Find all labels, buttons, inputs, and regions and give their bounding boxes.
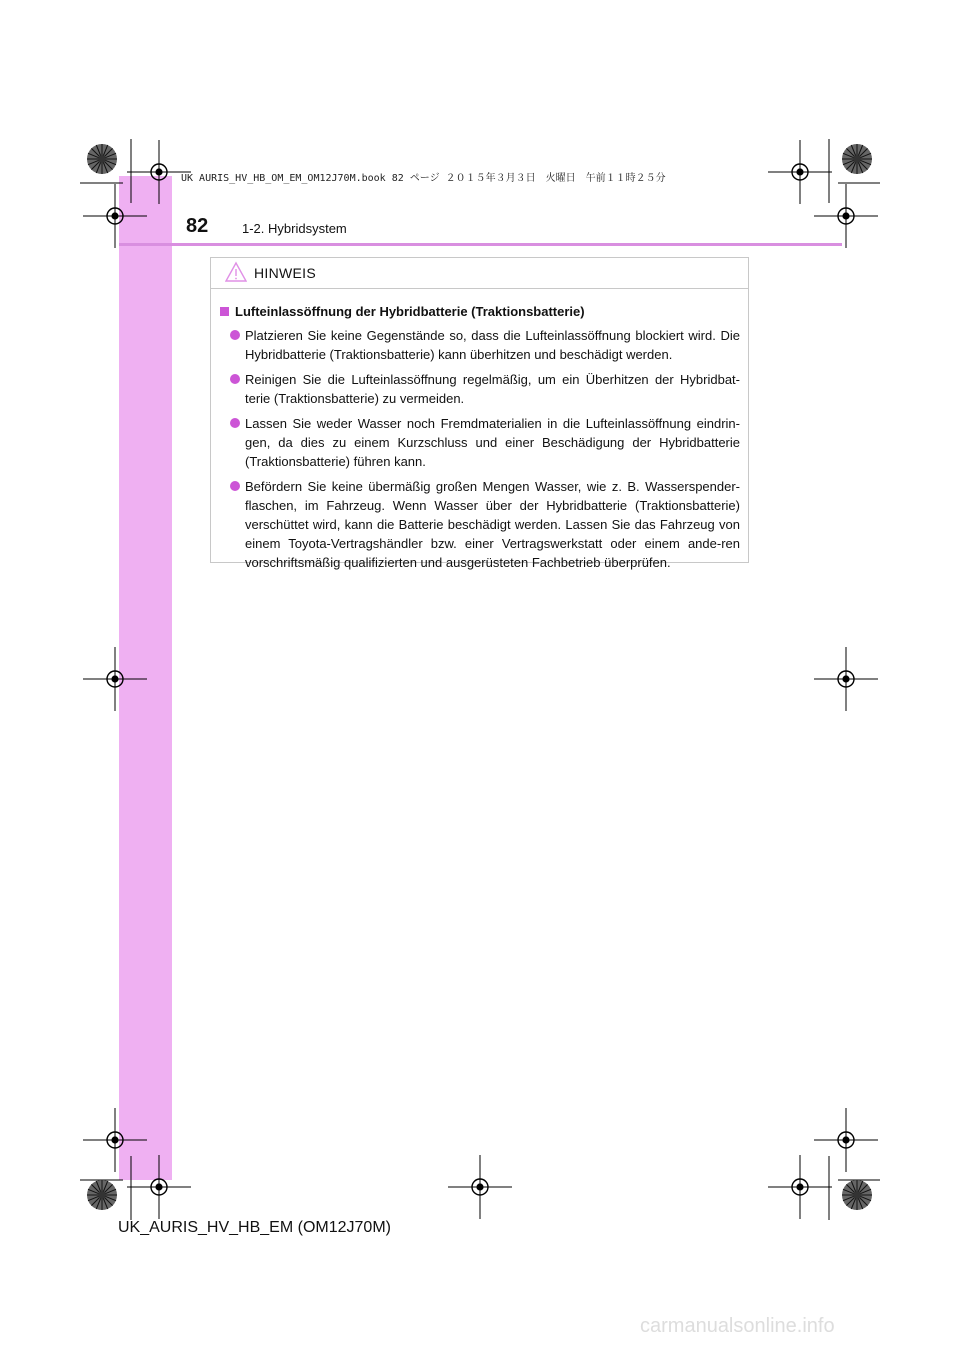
list-item	[220, 326, 740, 364]
list-item-text: Platzieren Sie keine Gegenstände so, dass die Lufteinlassöffnung blockiert wird. Die Hybridbatterie (Traktionsbatterie) kann überhitzen und beschädigt werden.	[245, 328, 740, 362]
warning-triangle-icon	[225, 261, 247, 283]
notice-heading	[220, 302, 740, 321]
notice-header	[211, 258, 748, 289]
list-item	[220, 414, 740, 471]
notice-body	[211, 289, 748, 572]
section-title: 1-2. Hybridsystem	[242, 221, 347, 236]
notice-label: HINWEIS	[254, 265, 316, 281]
notice-heading-text: Lufteinlassöffnung der Hybridbatterie (Traktionsbatterie)	[235, 304, 585, 319]
notice-box	[210, 257, 749, 570]
book-info-line: UK AURIS_HV_HB_OM_EM_OM12J70M.book 82 ページ ２０１５年３月３日 火曜日 午前１１時２５分	[181, 173, 666, 184]
round-bullet-icon	[230, 418, 240, 428]
list-item-text: Befördern Sie keine übermäßig großen Mengen Wasser, wie z. B. Wasserspender-flaschen, im Fahrzeug. Wenn Wasser über der Hybridbatterie (Traktionsbatterie) verschüttet wird, kann die Batterie beschädigt werden. Lassen Sie das Fahrzeug von einem Toyota-Vertragshändler bzw. einer Vertragswerkstatt oder einem ande-ren vorschriftsmäßig qualifizierten und ausgerüsteten Fachbetrieb überprüfen.	[245, 479, 740, 570]
list-item-text: Lassen Sie weder Wasser noch Fremdmaterialien in die Lufteinlassöffnung eindrin-gen, da dies zu einem Kurzschluss und einer Beschädigung der Hybridbatterie (Traktionsbatterie) führen kann.	[245, 416, 740, 469]
list-item-text: Reinigen Sie die Lufteinlassöffnung regelmäßig, um ein Überhitzen der Hybridbat-terie (Traktionsbatterie) zu vermeiden.	[245, 372, 740, 406]
round-bullet-icon	[230, 374, 240, 384]
page-number: 82	[186, 215, 209, 237]
watermark-link[interactable]: carmanualsonline.info	[640, 1315, 835, 1337]
round-bullet-icon	[230, 481, 240, 491]
square-bullet-icon	[220, 307, 229, 316]
list-item	[220, 370, 740, 408]
list-item	[220, 477, 740, 572]
round-bullet-icon	[230, 330, 240, 340]
footer-document-code: UK_AURIS_HV_HB_EM (OM12J70M)	[118, 1219, 391, 1236]
